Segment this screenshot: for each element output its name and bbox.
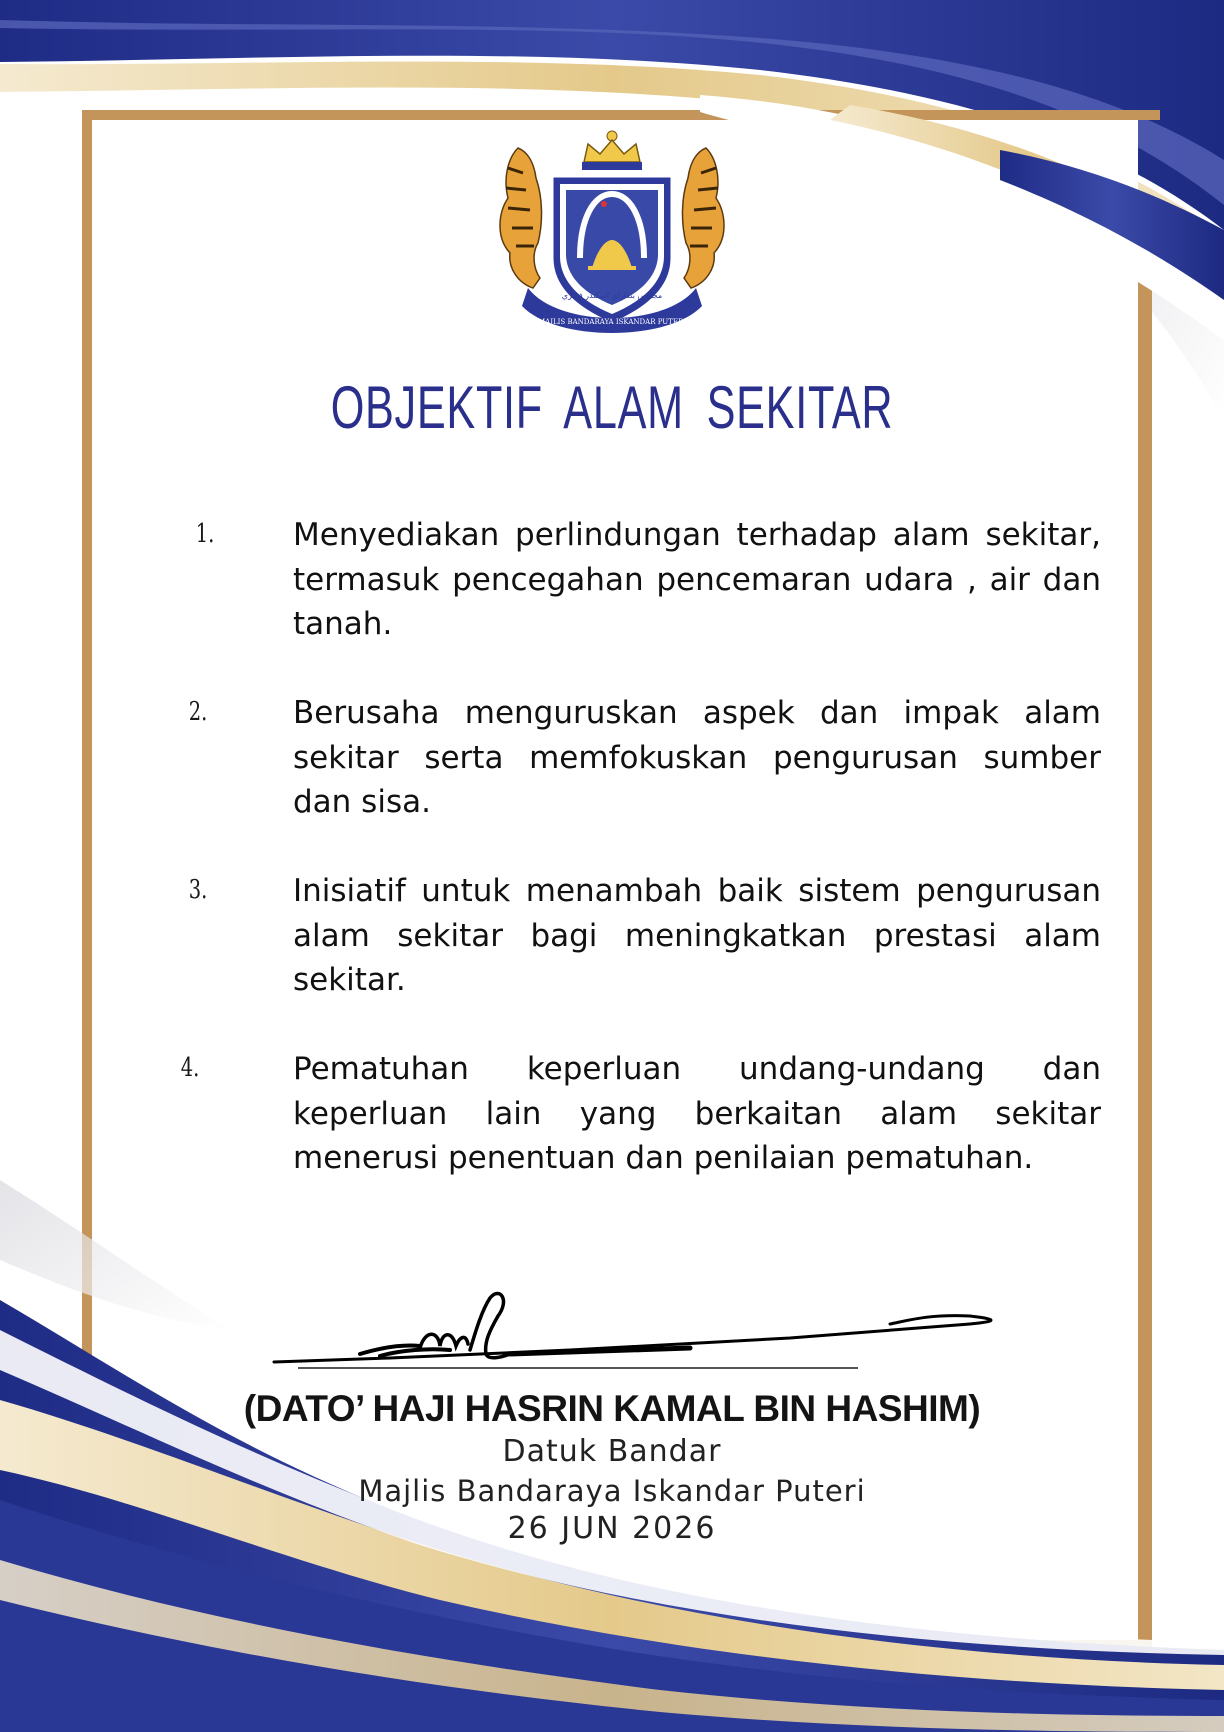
objective-number: 4. <box>180 1053 200 1083</box>
objective-text: Inisiatif untuk menambah baik sistem pengurusan alam sekitar bagi meningkatkan prestasi alam sekitar. <box>293 873 1101 998</box>
objective-number: 2. <box>188 697 208 727</box>
objective-number: 3. <box>188 875 208 905</box>
signatory-position: Datuk Bandar <box>502 1434 722 1469</box>
objective-text: Berusaha menguruskan aspek dan impak alam sekitar serta memfokuskan pengurusan sumber dan sisa. <box>293 695 1101 820</box>
objective-text: Pematuhan keperluan undang-undang dan keperluan lain yang berkaitan alam sekitar menerusi penentuan dan penilaian pematuhan. <box>293 1051 1101 1176</box>
crest-arabic-text: مجليس بنداراي اسكندر فوتري <box>561 291 663 300</box>
document-date: 26 JUN 2026 <box>507 1511 717 1546</box>
objective-number: 1. <box>195 519 215 549</box>
signature-line <box>298 1367 858 1369</box>
signatory-name: (DATO’ HAJI HASRIN KAMAL BIN HASHIM) <box>243 1388 981 1429</box>
page-title: OBJEKTIF ALAM SEKITAR <box>330 374 894 441</box>
signatory-organization: Majlis Bandaraya Iskandar Puteri <box>358 1474 866 1508</box>
objective-text: Menyediakan perlindungan terhadap alam sekitar, termasuk pencegahan pencemaran udara , air dan tanah. <box>293 517 1101 642</box>
crest-arc-text: MAJLIS BANDARAYA ISKANDAR PUTERI <box>537 318 687 326</box>
